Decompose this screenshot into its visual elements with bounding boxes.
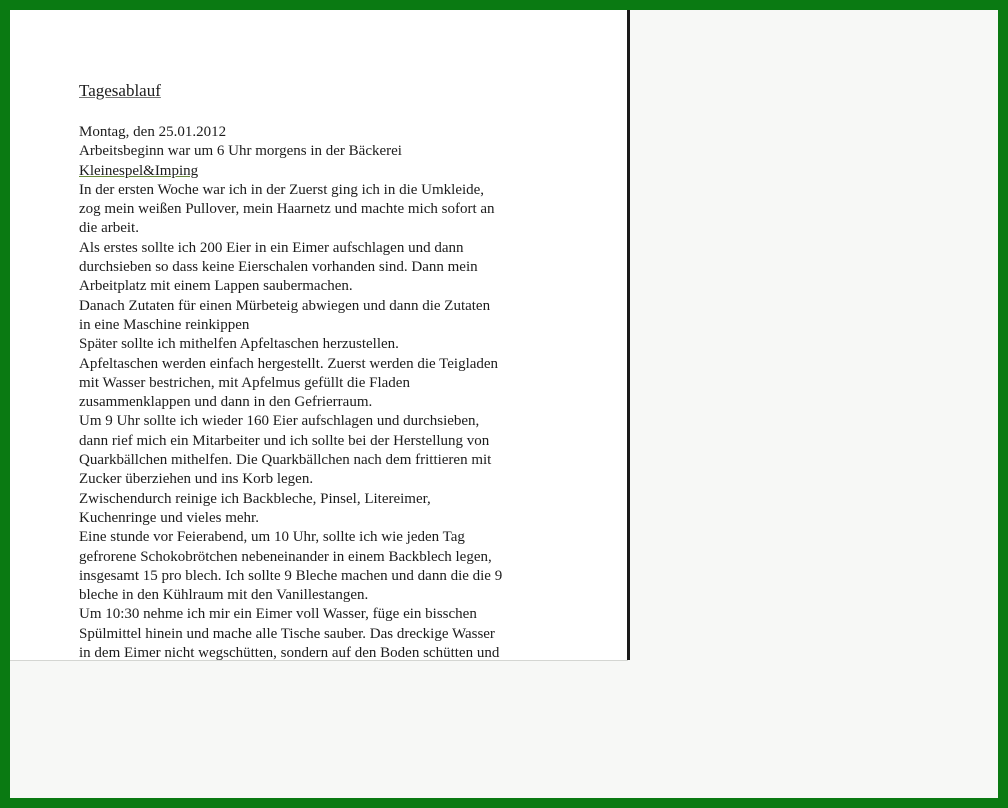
text-line: bleche in den Kühlraum mit den Vanillestangen. <box>79 587 369 604</box>
text-line: in eine Maschine reinkippen <box>79 316 250 333</box>
text-line: gefrorene Schokobrötchen nebeneinander in einem Backblech legen, <box>79 548 492 565</box>
text-line: Kuchenringe und vieles mehr. <box>79 509 259 526</box>
text-line: Als erstes sollte ich 200 Eier in ein Eimer aufschlagen und dann <box>79 239 464 256</box>
text-line: mit Wasser bestrichen, mit Apfelmus gefüllt die Fladen <box>79 374 410 391</box>
text-line: insgesamt 15 pro blech. Ich sollte 9 Bleche machen und dann die die 9 <box>79 567 503 584</box>
text-line: Kleinespel&Imping <box>79 162 199 179</box>
text-line: Zucker überziehen und ins Korb legen. <box>79 471 314 488</box>
text-line: Um 9 Uhr sollte ich wieder 160 Eier aufschlagen und durchsieben, <box>79 413 480 430</box>
text-line: Arbeitplatz mit einem Lappen saubermachen. <box>79 278 353 295</box>
text-line: durchsieben so dass keine Eierschalen vorhanden sind. Dann mein <box>79 259 478 276</box>
page-edge-divider <box>627 10 630 660</box>
text-line: in dem Eimer nicht wegschütten, sondern auf den Boden schütten und <box>79 645 500 661</box>
document-title: Tagesablauf <box>79 81 161 100</box>
text-line: zog mein weißen Pullover, mein Haarnetz und machte mich sofort an <box>79 201 495 218</box>
text-line: Danach Zutaten für einen Mürbeteig abwiegen und dann die Zutaten <box>79 297 491 314</box>
text-line: Eine stunde vor Feierabend, um 10 Uhr, sollte ich wie jeden Tag <box>79 529 465 546</box>
text-line: die arbeit. <box>79 220 139 237</box>
text-line: Apfeltaschen werden einfach hergestellt. Zuerst werden die Teigladen <box>79 355 499 372</box>
text-line: Quarkbällchen mithelfen. Die Quarkbällchen nach dem frittieren mit <box>79 452 492 469</box>
screenshot-frame <box>10 10 998 798</box>
text-line: dann rief mich ein Mitarbeiter und ich sollte bei der Herstellung von <box>79 432 490 449</box>
text-line: zusammenklappen und dann in den Gefrierraum. <box>79 394 373 411</box>
text-line: Zwischendurch reinige ich Backbleche, Pinsel, Litereimer, <box>79 490 431 507</box>
text-line: Später sollte ich mithelfen Apfeltaschen herzustellen. <box>79 336 399 353</box>
text-line: In der ersten Woche war ich in der Zuerst ging ich in die Umkleide, <box>79 181 485 198</box>
text-line: Um 10:30 nehme ich mir ein Eimer voll Wasser, füge ein bisschen <box>79 606 477 623</box>
document-body <box>79 80 559 661</box>
document-page <box>10 10 628 661</box>
text-line: Montag, den 25.01.2012 <box>79 124 227 140</box>
text-line: Spülmittel hinein und mache alle Tische sauber. Das dreckige Wasser <box>79 625 495 642</box>
text-line: Arbeitsbeginn war um 6 Uhr morgens in der Bäckerei <box>79 143 402 160</box>
